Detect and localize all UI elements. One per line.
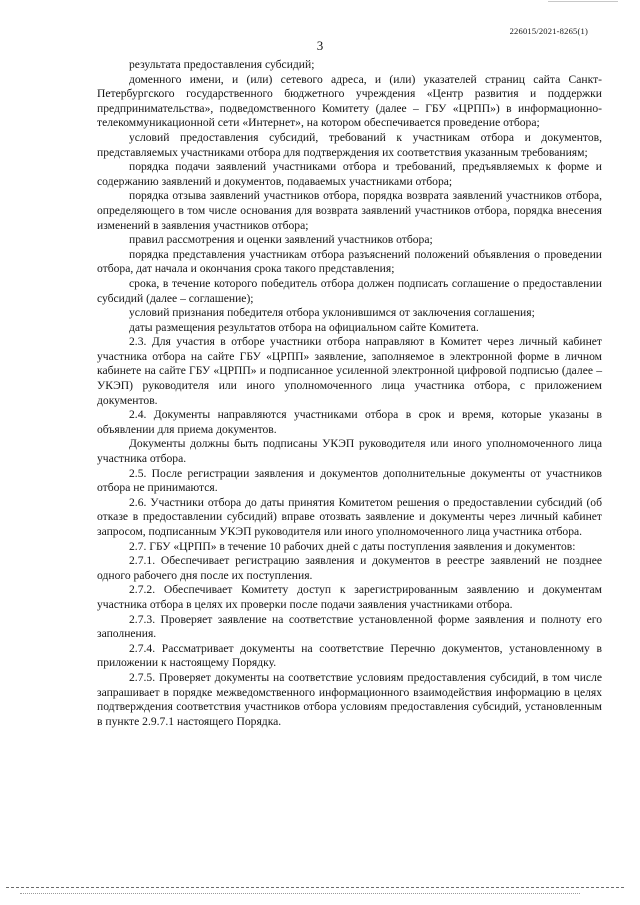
paragraph-review-rules-item: правил рассмотрения и оценки заявлений участников отбора; — [129, 233, 433, 247]
paragraph-domain-item: доменного имени, и (или) сетевого адреса, и (или) указателей страниц сайта Санкт-Петербургского государственного бюджетного учреждения «Центр развития и поддержки предпринимательства», подведомственного Комитету (далее – ГБУ «ЦРПП») в информационно-телекоммуникационной сети «Интернет», на котором обеспечивается проведение отбора; — [97, 72, 602, 130]
document-body — [97, 58, 602, 729]
paragraph-2-7-3: 2.7.3. Проверяет заявление на соответствие установленной форме заявления и полноту его заполнения. — [97, 612, 602, 641]
paragraph-results-date-item: даты размещения результатов отбора на официальном сайте Комитета. — [129, 320, 479, 334]
paragraph-2-7-5: 2.7.5. Проверяет документы на соответствие условиям предоставления субсидий, в том числе запрашивает в порядке межведомственного информационного взаимодействия информацию в целях подтверждения соответствия участников отбора условиям предоставления субсидий, установленным в пункте 2.9.7.1 настоящего Порядка. — [97, 670, 602, 728]
paragraph-2-4: 2.4. Документы направляются участниками отбора в срок и время, которые указаны в объявлении для приема документов. — [97, 408, 602, 436]
paragraph-2-7-4: 2.7.4. Рассматривает документы на соответствие Перечню документов, установленному в приложении к настоящему Порядку. — [97, 641, 602, 670]
paragraph-2-3: 2.3. Для участия в отборе участники отбора направляют в Комитет через личный кабинет участника отбора на сайте ГБУ «ЦРПП» заявление, заполняемое в электронной форме в личном кабинете на сайте ГБУ «ЦРПП» и подписанное усиленной электронной цифровой подписью (далее – УКЭП) руководителя или иного уполномоченного лица участника отбора, с приложением документов. — [97, 335, 602, 407]
paragraph-2-5: 2.5. После регистрации заявления и документов дополнительные документы от участников отбора не принимаются. — [97, 466, 602, 495]
paragraph-agreement-term-item: срока, в течение которого победитель отбора должен подписать соглашение о предоставлении субсидий (далее – соглашение); — [97, 276, 602, 305]
scan-bottom-edge-secondary — [20, 893, 580, 894]
paragraph-2-7-2: 2.7.2. Обеспечивает Комитету доступ к зарегистрированным заявлению и документам участника отбора в целях их проверки после подачи заявления участниками отбора. — [97, 583, 602, 611]
paragraph-conditions-item: условий предоставления субсидий, требований к участникам отбора и документов, представляемых участниками отбора для подтверждения их соответствия указанным требованиям; — [97, 130, 602, 159]
top-edge-rule — [548, 1, 618, 2]
scan-bottom-edge — [6, 887, 624, 888]
paragraph-result-item: результата предоставления субсидий; — [129, 58, 315, 71]
document-number: 226015/2021-8265(1) — [509, 26, 588, 36]
paragraph-2-7: 2.7. ГБУ «ЦРПП» в течение 10 рабочих дней с даты поступления заявления и документов: — [129, 539, 576, 553]
paragraph-submission-order-item: порядка подачи заявлений участниками отбора и требований, предъявляемых к форме и содержанию заявлений и документов, подаваемых участниками отбора; — [97, 160, 602, 188]
paragraph-2-6: 2.6. Участники отбора до даты принятия Комитетом решения о предоставлении субсидий (об отказе в предоставлении субсидий) вправе отозвать заявление и документы через личный кабинет запросом, подписанным УКЭП руководителя или иного уполномоченного лица участника отбора. — [97, 495, 602, 538]
paragraph-clarification-item: порядка представления участникам отбора разъяснений положений объявления о проведении отбора, дат начала и окончания срока такого представления; — [97, 247, 602, 276]
paragraph-signature-requirement: Документы должны быть подписаны УКЭП руководителя или иного уполномоченного лица участника отбора. — [97, 437, 602, 466]
paragraph-evasion-item: условий признания победителя отбора уклонившимся от заключения соглашения; — [129, 306, 535, 320]
page-number: 3 — [316, 38, 324, 53]
paragraph-2-7-1: 2.7.1. Обеспечивает регистрацию заявления и документов в реестре заявлений не позднее одного рабочего дня после их поступления. — [97, 554, 602, 582]
paragraph-withdrawal-order-item: порядка отзыва заявлений участников отбора, порядка возврата заявлений участников отбора, определяющего в том числе основания для возврата заявлений участников отбора, порядка внесения изменений в заявления участников отбора; — [97, 189, 602, 232]
